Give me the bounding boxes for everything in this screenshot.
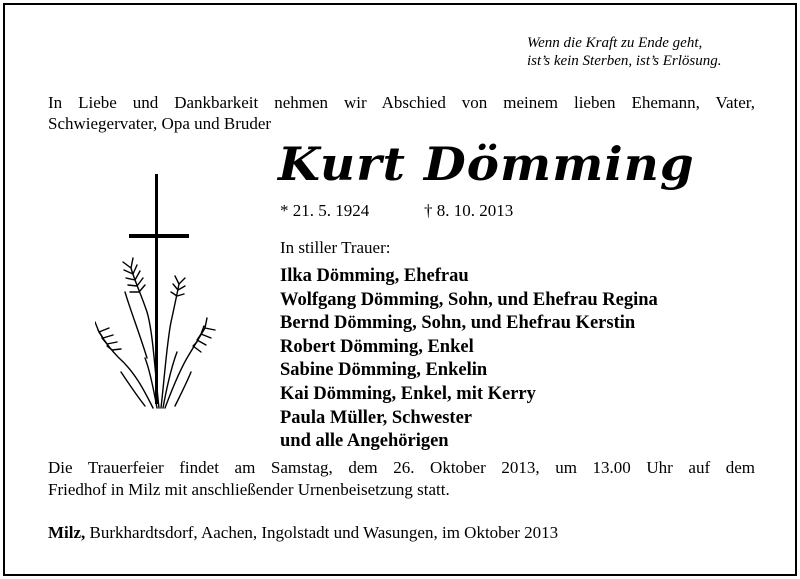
place-rest: Burkhardtsdorf, Aachen, Ingolstadt und Wasungen, im Oktober 2013 (85, 523, 559, 542)
deceased-name: Kurt Dömming (278, 137, 695, 191)
death-date: † 8. 10. 2013 (424, 201, 514, 220)
funeral-line-1: Die Trauerfeier findet am Samstag, dem 26. Oktober 2013, um 13.00 Uhr auf dem (48, 458, 755, 477)
mourner-item: Bernd Dömming, Sohn, und Ehefrau Kerstin (280, 313, 636, 334)
mourner-item: und alle Angehörigen (280, 431, 449, 452)
intro-line-2: Schwiegervater, Opa und Bruder (48, 114, 272, 133)
place-town: Milz, (48, 523, 86, 542)
motto-line-1: Wenn die Kraft zu Ende geht, (527, 35, 703, 51)
mourner-item: Robert Dömming, Enkel (280, 336, 474, 357)
cross-and-wheat-graphic (95, 172, 225, 412)
mourner-item: Kai Dömming, Enkel, mit Kerry (280, 383, 536, 404)
mourner-item: Ilka Dömming, Ehefrau (280, 266, 469, 286)
funeral-info (48, 457, 755, 501)
intro-line-1: In Liebe und Dankbarkeit nehmen wir Abschied von meinem lieben Ehemann, Vater, (48, 93, 755, 112)
funeral-line-2: Friedhof in Milz mit anschließender Urnenbeisetzung statt. (48, 480, 450, 499)
birth-date: * 21. 5. 1924 (280, 201, 370, 220)
motto-quote (527, 34, 721, 70)
motto-line-2: ist’s kein Sterben, ist’s Erlösung. (527, 53, 722, 69)
place-and-date (48, 523, 558, 543)
life-dates (280, 201, 514, 221)
mourner-item: Paula Müller, Schwester (280, 407, 473, 428)
intro-text (48, 92, 755, 134)
mourning-label: In stiller Trauer: (280, 238, 391, 257)
mourners-list (280, 265, 658, 454)
mourner-item: Wolfgang Dömming, Sohn, und Ehefrau Regina (280, 289, 658, 310)
mourner-item: Sabine Dömming, Enkelin (280, 360, 488, 381)
